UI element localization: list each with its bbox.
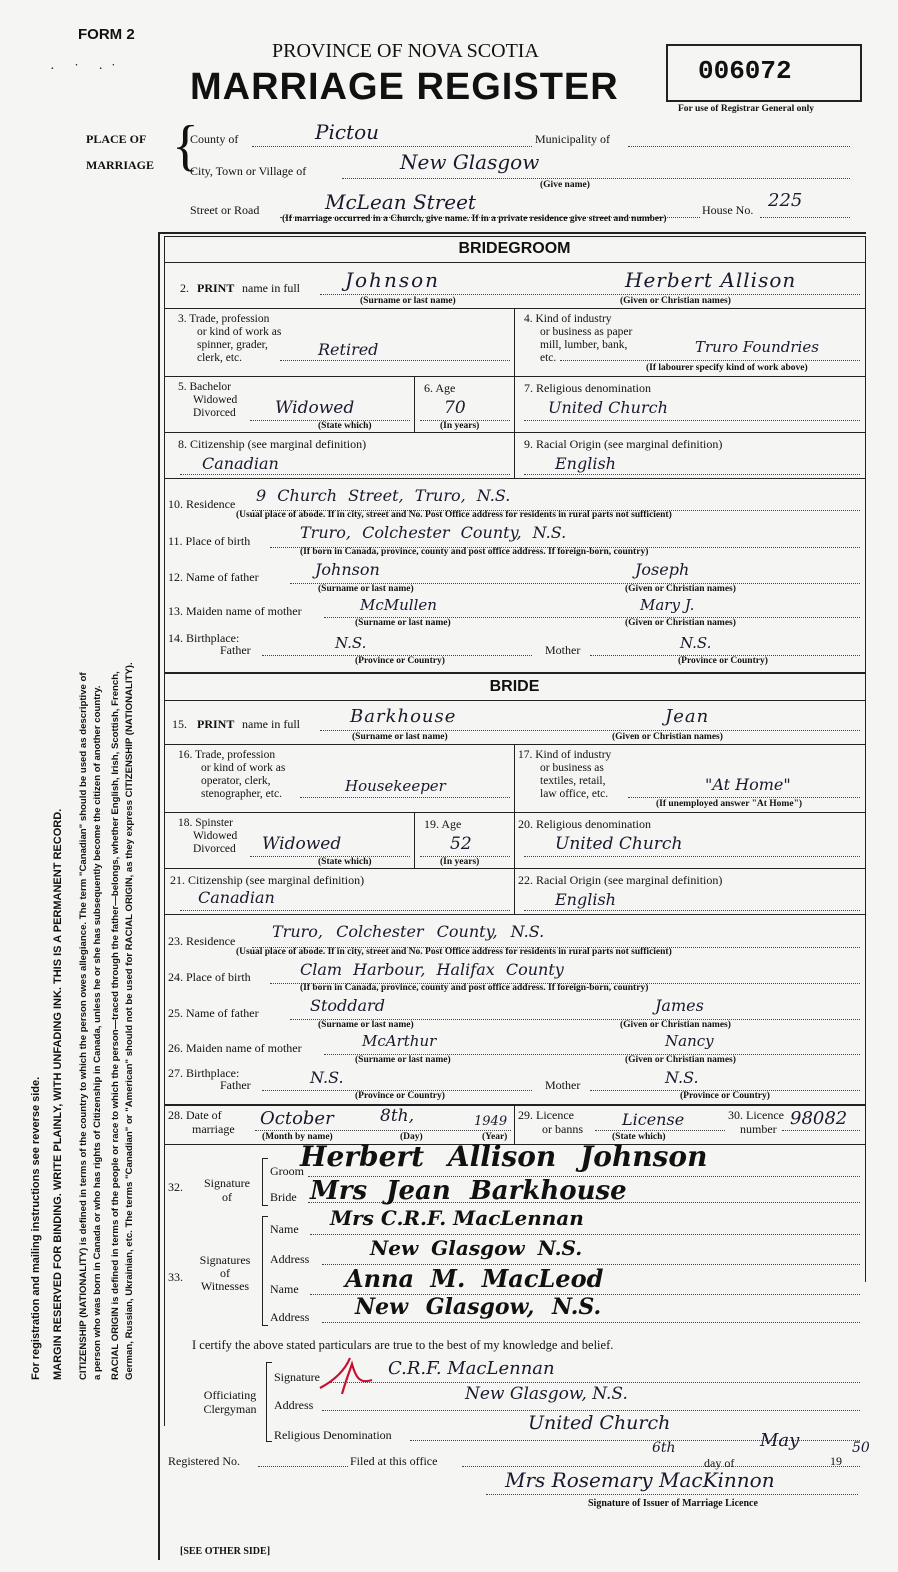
groom-religion-label: 7. Religious denomination <box>524 381 651 395</box>
groom-signature: Herbert Allison Johnson <box>300 1140 708 1173</box>
groom-status-label <box>178 381 237 420</box>
groom-print-rest: name in full <box>242 281 300 295</box>
groom-industry-label-3: mill, lumber, bank, <box>540 339 628 351</box>
groom-given-caption: (Given or Christian names) <box>620 296 731 306</box>
groom-trade-label <box>178 313 281 365</box>
bride-residence-label: 23. Residence <box>168 934 236 948</box>
groom-bp-father-label: Father <box>220 643 251 657</box>
bride-mother-surname-caption: (Surname or last name) <box>355 1055 451 1065</box>
groom-residence-caption: (Usual place of abode. If in city, street and No. Post Office address for residents in rural parts not sufficient) <box>236 510 672 520</box>
bride-print-rest: name in full <box>242 717 300 731</box>
groom-racial: English <box>555 454 616 473</box>
licence-number-label-2: number <box>740 1122 777 1136</box>
wit-label-1: Signatures <box>199 1253 251 1267</box>
city-line <box>342 178 850 179</box>
bride-rule-4 <box>164 914 865 915</box>
city-label: City, Town or Village of <box>190 164 307 178</box>
groom-sig-label: Groom <box>270 1164 304 1178</box>
groom-trade-label-4: clerk, etc. <box>197 352 243 364</box>
groom-industry-label-4: etc. <box>540 352 557 364</box>
house-value: 225 <box>768 190 803 211</box>
groom-father-label: 12. Name of father <box>168 570 259 584</box>
groom-status-label-3: Divorced <box>193 407 236 419</box>
bride-col-divider-2 <box>414 812 415 868</box>
margin-line-2: MARGIN RESERVED FOR BINDING. WRITE PLAINLY, WITH UNFADING INK. THIS IS A PERMANENT RECORD. <box>52 808 64 1380</box>
date-line <box>255 1130 511 1131</box>
county-line <box>252 146 532 147</box>
frame-right <box>865 236 866 1282</box>
marriage-day: 8th, <box>380 1106 414 1126</box>
bride-mother-surname: McArthur <box>362 1032 437 1050</box>
groom-section <box>164 240 865 258</box>
bride-bp-mother-caption: (Province or Country) <box>680 1091 770 1101</box>
groom-rule-2 <box>164 376 865 377</box>
w1-name-line <box>310 1234 860 1235</box>
licence-number-label-1: 30. Licence <box>728 1108 784 1122</box>
bride-surname-caption: (Surname or last name) <box>352 732 448 742</box>
clergy-address-line <box>322 1410 860 1411</box>
licence-label-1: 29. Licence <box>518 1108 574 1122</box>
bride-given-caption: (Given or Christian names) <box>612 732 723 742</box>
licence-label-2: or banns <box>542 1122 583 1136</box>
groom-residence: 9 Church Street, Truro, N.S. <box>256 486 511 505</box>
w1-name: Mrs C.R.F. MacLennan <box>330 1206 584 1230</box>
bride-trade-line <box>300 797 510 798</box>
registered-no-line <box>258 1466 348 1467</box>
bride-print-label: PRINT <box>197 717 235 731</box>
wit-num: 33. <box>168 1270 183 1284</box>
groom-age: 70 <box>444 398 466 418</box>
bride-father-surname: Stoddard <box>310 996 385 1015</box>
registered-no-label: Registered No. <box>168 1454 240 1468</box>
municipality-label: Municipality of <box>535 132 610 146</box>
groom-print-label: PRINT <box>197 281 235 295</box>
groom-rule-3 <box>164 432 865 433</box>
bride-bp-father-caption: (Province or Country) <box>355 1091 445 1101</box>
bride-sig-label: Bride <box>270 1190 297 1204</box>
house-label: House No. <box>702 203 754 217</box>
register-title: MARRIAGE REGISTER <box>190 66 619 108</box>
margin-instructions <box>30 640 138 1380</box>
clergy-sig-label: Signature <box>274 1370 320 1384</box>
groom-status-label-2: Widowed <box>193 394 238 406</box>
groom-surname-caption: (Surname or last name) <box>360 296 456 306</box>
bride-citizenship-label: 21. Citizenship (see marginal definition) <box>170 873 365 887</box>
groom-surname: Johnson <box>345 268 441 292</box>
bride-status-label <box>178 817 237 856</box>
marriage-year: 1949 <box>474 1114 508 1129</box>
sig-label-2: of <box>222 1190 232 1204</box>
groom-trade-line <box>280 360 510 361</box>
w2-name: Anna M. MacLeod <box>345 1264 604 1293</box>
bride-heading-rule <box>164 700 865 701</box>
bride-residence-caption: (Usual place of abode. If in city, street and No. Post Office address for residents in rural parts not sufficient) <box>236 947 672 957</box>
bride-trade-label-1: 16. Trade, profession <box>178 749 276 761</box>
margin-line-5: RACIAL ORIGIN is defined in terms of the people or race to which the person—traced through the father—belongs, whether English, Irish, Scottish, French, <box>110 671 121 1380</box>
w1-address: New Glasgow N.S. <box>370 1236 583 1260</box>
filed-year-prefix: 19 <box>830 1454 842 1468</box>
bride-religion: United Church <box>555 834 683 854</box>
groom-bp-father: N.S. <box>335 634 367 652</box>
clergy-signature: C.R.F. MacLennan <box>388 1358 555 1379</box>
groom-heading: BRIDEGROOM <box>458 240 571 257</box>
groom-father-surname: Johnson <box>315 560 380 579</box>
bride-industry-line <box>628 797 860 798</box>
groom-trade: Retired <box>318 340 379 359</box>
bride-print-num: 15. <box>172 717 187 731</box>
year-caption: (Year) <box>482 1132 508 1142</box>
bride-years-caption: (In years) <box>440 857 480 867</box>
bride-status: Widowed <box>262 834 342 854</box>
groom-industry: Truro Foundries <box>695 338 819 356</box>
bride-trade-label-2: or kind of work as <box>201 762 286 774</box>
licence-caption: (State which) <box>612 1132 666 1142</box>
licence-value: License <box>622 1110 685 1129</box>
filed-line <box>462 1466 860 1467</box>
groom-father-given: Joseph <box>635 560 690 579</box>
bride-heading: BRIDE <box>489 678 540 695</box>
licence-divider <box>514 1104 515 1144</box>
groom-industry-label-2: or business as paper <box>540 326 633 338</box>
house-line <box>760 217 850 218</box>
bride-age: 52 <box>450 834 472 854</box>
licence-label <box>518 1108 583 1136</box>
wit-bracket <box>262 1216 268 1326</box>
bride-industry: "At Home" <box>705 775 791 794</box>
marriage-month: October <box>260 1108 334 1129</box>
margin-line-3: CITIZENSHIP (NATIONALITY) is defined in terms of the country to which the person owes allegiance. The term "Canadian" should be used as descriptive of <box>78 672 89 1380</box>
groom-trade-label-3: spinner, grader, <box>197 339 268 351</box>
groom-citizenship-line <box>180 474 510 475</box>
bride-rule-2 <box>164 812 865 813</box>
bride-mother-given-caption: (Given or Christian names) <box>625 1055 736 1065</box>
groom-trade-label-1: 3. Trade, profession <box>178 313 270 325</box>
groom-birth-label: 11. Place of birth <box>168 534 251 548</box>
certify-statement: I certify the above stated particulars are true to the best of my knowledge and belief. <box>192 1338 614 1352</box>
bride-age-label: 19. Age <box>424 817 462 831</box>
clergy-religion: United Church <box>528 1412 671 1434</box>
county-value: Pictou <box>315 120 380 144</box>
filed-label: Filed at this office <box>350 1454 438 1468</box>
bride-father-surname-caption: (Surname or last name) <box>318 1020 414 1030</box>
place-of-label: PLACE OF <box>86 132 147 146</box>
groom-bp-label: 14. Birthplace: <box>168 631 240 645</box>
licence-number-label <box>728 1108 784 1136</box>
groom-father-given-caption: (Given or Christian names) <box>625 584 736 594</box>
groom-racial-label: 9. Racial Origin (see marginal definition) <box>524 437 723 451</box>
bride-name-line <box>320 730 860 731</box>
groom-status-label-1: 5. Bachelor <box>178 381 232 393</box>
bride-trade-label-3: operator, clerk, <box>201 775 271 787</box>
wit-label-3: Witnesses <box>200 1279 250 1293</box>
w2-name-label: Name <box>270 1282 299 1296</box>
give-name-caption: (Give name) <box>540 180 590 190</box>
groom-industry-line <box>560 360 860 361</box>
clergy-address: New Glasgow, N.S. <box>465 1384 628 1404</box>
bride-bp-mother: N.S. <box>665 1068 699 1087</box>
bride-state-caption: (State which) <box>318 857 372 867</box>
groom-religion-line <box>524 420 860 421</box>
clergy-label-2: Clergyman <box>203 1402 257 1416</box>
w2-address-label: Address <box>270 1310 310 1324</box>
form-label: FORM 2 <box>78 26 135 43</box>
groom-name-line <box>320 294 860 295</box>
municipality-line <box>628 146 850 147</box>
groom-birth-caption: (If born in Canada, province, county and post office address. If foreign-born, country) <box>300 547 649 557</box>
clergy-bracket <box>266 1362 272 1442</box>
groom-given: Herbert Allison <box>625 268 797 292</box>
bride-status-label-2: Widowed <box>193 830 238 842</box>
issuer-line <box>486 1494 858 1495</box>
bride-bp-father-label: Father <box>220 1078 251 1092</box>
clergy-sig-line <box>330 1382 860 1383</box>
clergy-address-label: Address <box>274 1398 314 1412</box>
groom-mother-surname-caption: (Surname or last name) <box>355 618 451 628</box>
date-label-2: marriage <box>192 1122 235 1136</box>
bride-father-given: James <box>655 996 704 1015</box>
bride-religion-line <box>524 856 860 857</box>
groom-years-caption: (In years) <box>440 421 480 431</box>
groom-religion: United Church <box>548 398 668 417</box>
street-value: McLean Street <box>325 190 476 214</box>
red-check-mark <box>310 1350 380 1400</box>
groom-print-num: 2. <box>180 281 189 295</box>
w1-address-label: Address <box>270 1252 310 1266</box>
bride-col-divider-1 <box>514 744 515 914</box>
groom-status: Widowed <box>275 398 355 418</box>
groom-racial-line <box>524 474 860 475</box>
street-label: Street or Road <box>190 203 260 217</box>
w2-address-line <box>322 1322 860 1323</box>
filed-month: May <box>760 1430 800 1451</box>
groom-heading-rule <box>164 262 865 263</box>
bride-racial-label: 22. Racial Origin (see marginal definition) <box>518 873 723 887</box>
groom-mother-given-caption: (Given or Christian names) <box>625 618 736 628</box>
bride-citizenship: Canadian <box>198 888 275 907</box>
bride-status-label-3: Divorced <box>193 843 236 855</box>
bride-signature: Mrs Jean Barkhouse <box>310 1176 627 1206</box>
margin-line-4: a person who was born in Canada or who has rights of Citizenship in Canada, unless he or she has subsequently become the citizen of another country. <box>92 685 103 1380</box>
margin-line-6: German, Russian, Ukrainian, etc. The terms "Canadian" or "American" should not be used for RACIAL ORIGIN, as they express CITIZENSHIP (NATIONALITY). <box>124 662 135 1380</box>
clergy-label <box>192 1388 268 1416</box>
groom-industry-label <box>524 313 632 365</box>
w2-address: New Glasgow, N.S. <box>355 1294 602 1320</box>
province-title: PROVINCE OF NOVA SCOTIA <box>272 40 539 62</box>
groom-industry-caption: (If labourer specify kind of work above) <box>646 363 808 373</box>
groom-mother-surname: McMullen <box>360 596 437 614</box>
bride-trade-label <box>178 749 285 801</box>
groom-trade-label-2: or kind of work as <box>197 326 282 338</box>
sig-num: 32. <box>168 1180 183 1194</box>
bride-racial-line <box>524 910 860 911</box>
groom-birth: Truro, Colchester County, N.S. <box>300 523 567 542</box>
month-caption: (Month by name) <box>262 1132 333 1142</box>
bride-father-label: 25. Name of father <box>168 1006 259 1020</box>
bride-status-label-1: 18. Spinster <box>178 817 233 829</box>
wit-label <box>190 1254 260 1293</box>
groom-mother-label: 13. Maiden name of mother <box>168 604 302 618</box>
licence-number-line <box>782 1130 860 1131</box>
issuer-signature: Mrs Rosemary MacKinnon <box>505 1468 775 1492</box>
groom-father-surname-caption: (Surname or last name) <box>318 584 414 594</box>
groom-col-divider-1 <box>514 308 515 478</box>
place-note: (If marriage occurred in a Church, give name. If in a private residence give street and number) <box>282 214 667 224</box>
bride-racial: English <box>555 890 616 909</box>
city-value: New Glasgow <box>400 150 540 174</box>
registrar-note: For use of Registrar General only <box>678 104 815 114</box>
filed-day: 6th <box>652 1440 676 1456</box>
bride-industry-caption: (If unemployed answer "At Home") <box>656 799 803 809</box>
bride-trade-label-4: stenographer, etc. <box>201 788 282 800</box>
issuer-caption: Signature of Issuer of Marriage Licence <box>588 1498 758 1509</box>
bride-bp-father: N.S. <box>310 1068 344 1087</box>
groom-residence-label: 10. Residence <box>168 497 236 511</box>
groom-mother-given: Mary J. <box>640 596 695 614</box>
filed-year: 50 <box>852 1440 870 1456</box>
county-label: County of <box>190 132 239 146</box>
date-label <box>168 1108 235 1136</box>
groom-bp-mother-caption: (Province or Country) <box>678 656 768 666</box>
bride-given: Jean <box>665 706 710 727</box>
w1-name-label: Name <box>270 1222 299 1236</box>
date-label-1: 28. Date of <box>168 1108 222 1122</box>
filed-day-label: day of <box>704 1456 735 1470</box>
place-brace: { <box>172 115 199 177</box>
clergy-religion-label: Religious Denomination <box>274 1428 392 1442</box>
sig-bracket <box>262 1158 268 1206</box>
bride-birth: Clam Harbour, Halifax County <box>300 960 564 979</box>
frame-left <box>158 232 160 1560</box>
groom-state-caption: (State which) <box>318 421 372 431</box>
bride-trade: Housekeeper <box>345 777 446 795</box>
clergy-label-1: Officiating <box>203 1388 257 1402</box>
groom-col-divider-2 <box>414 376 415 432</box>
groom-bottom-rule <box>164 672 865 674</box>
groom-bp-mother-label: Mother <box>545 643 581 657</box>
bride-residence: Truro, Colchester County, N.S. <box>272 922 545 941</box>
bride-surname: Barkhouse <box>350 706 457 727</box>
bride-father-given-caption: (Given or Christian names) <box>620 1020 731 1030</box>
margin-line-1: For registration and mailing instructions see reverse side. <box>30 1076 42 1380</box>
see-other-side: [SEE OTHER SIDE] <box>180 1546 271 1557</box>
licence-number: 98082 <box>790 1108 848 1129</box>
bride-rule-3 <box>164 868 865 869</box>
day-caption: (Day) <box>400 1132 423 1142</box>
groom-rule-4 <box>164 478 865 479</box>
wit-label-2: of <box>220 1266 230 1280</box>
groom-citizenship: Canadian <box>202 454 279 473</box>
bride-industry-label <box>518 749 611 801</box>
bride-section <box>164 678 865 696</box>
frame-top-inner <box>164 236 866 237</box>
bride-industry-label-1: 17. Kind of industry <box>518 749 612 761</box>
bride-birth-caption: (If born in Canada, province, county and post office address. If foreign-born, country) <box>300 983 649 993</box>
bride-mother-given: Nancy <box>665 1032 714 1050</box>
bride-bp-mother-label: Mother <box>545 1078 581 1092</box>
frame-inner-left <box>164 236 165 1426</box>
speckle-marks: · ˙ ·˙ <box>50 62 124 77</box>
groom-industry-label-1: 4. Kind of industry <box>524 313 612 325</box>
bride-bp-label: 27. Birthplace: <box>168 1066 240 1080</box>
groom-age-label: 6. Age <box>424 381 456 395</box>
bride-mother-label: 26. Maiden name of mother <box>168 1041 302 1055</box>
groom-citizenship-label: 8. Citizenship (see marginal definition) <box>178 437 367 451</box>
register-number: 006072 <box>698 56 792 86</box>
bride-citizenship-line <box>180 910 510 911</box>
groom-bp-father-caption: (Province or Country) <box>355 656 445 666</box>
frame-top <box>158 232 866 234</box>
sig-label-1: Signature <box>204 1176 250 1190</box>
sig-label <box>192 1176 262 1204</box>
licence-line <box>595 1130 725 1131</box>
bride-birth-label: 24. Place of birth <box>168 970 251 984</box>
bride-industry-label-4: law office, etc. <box>540 788 609 800</box>
groom-bp-mother: N.S. <box>680 634 712 652</box>
bride-industry-label-2: or business as <box>540 762 604 774</box>
marriage-label: MARRIAGE <box>86 158 154 172</box>
bride-industry-label-3: textiles, retail, <box>540 775 606 787</box>
bride-religion-label: 20. Religious denomination <box>518 817 651 831</box>
